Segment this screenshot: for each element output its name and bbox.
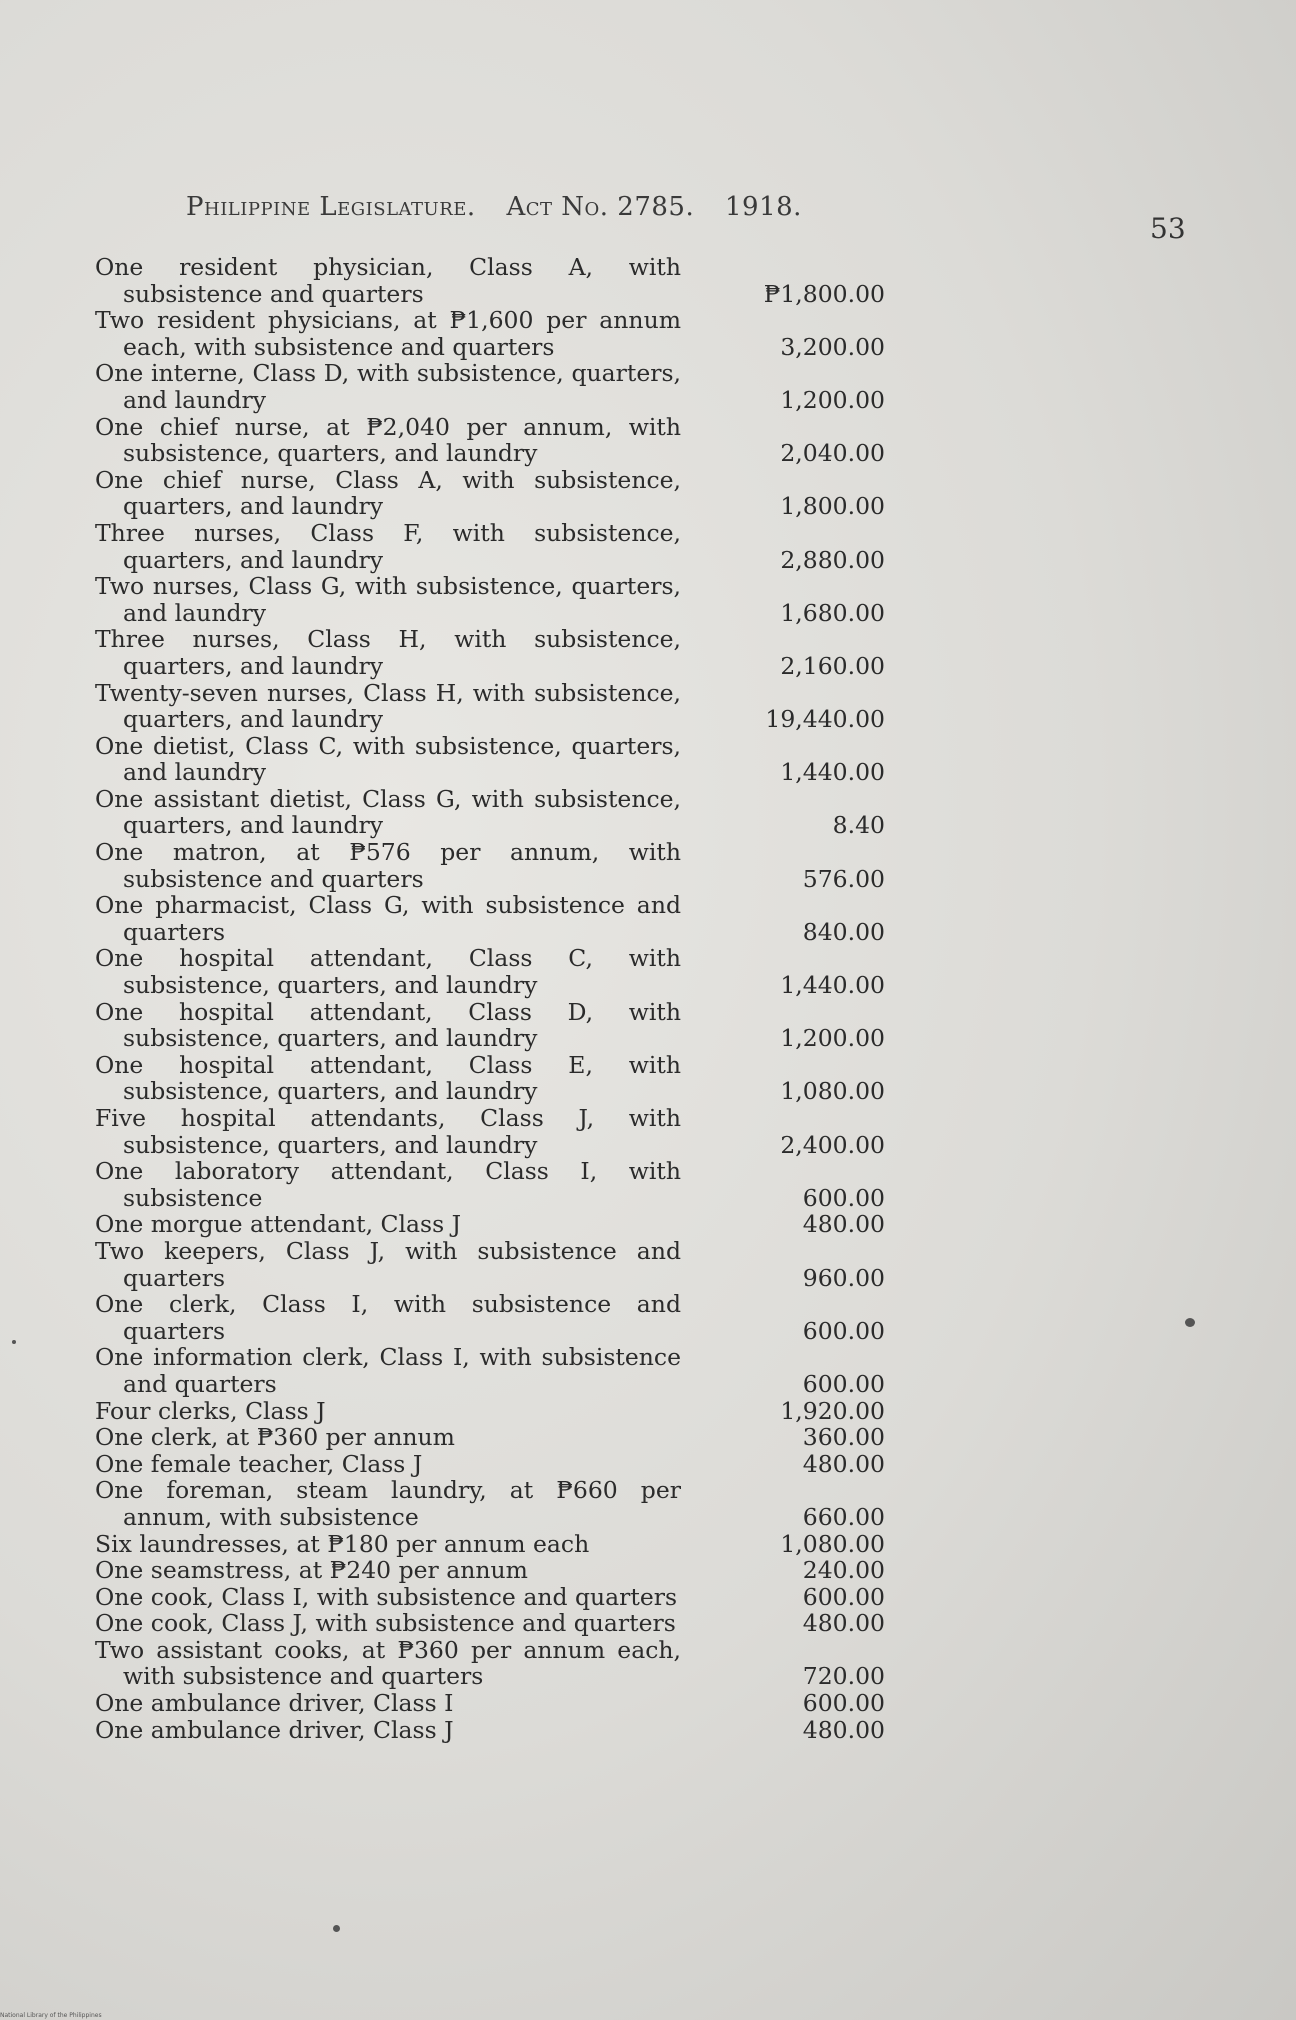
entry-description: Three nurses, Class F, with subsistence, quarters, and laundry xyxy=(95,518,681,574)
entry-amount: 1,080.00 xyxy=(780,1077,885,1106)
entry-description: One morgue attendant, Class J xyxy=(95,1210,462,1239)
entry-description: One cook, Class J, with subsistence and quarters xyxy=(95,1609,676,1638)
appropriation-entry xyxy=(95,1158,885,1211)
scan-speck xyxy=(12,1340,16,1344)
entry-amount: 1,200.00 xyxy=(780,385,885,414)
entry-amount: 8.40 xyxy=(832,811,885,840)
scan-speck xyxy=(1185,1318,1195,1327)
appropriation-entry xyxy=(95,1610,885,1637)
entry-description: Two assistant cooks, at ₱360 per annum each, with subsistence and quarters xyxy=(95,1635,681,1691)
entry-description: One pharmacist, Class G, with subsistence and quarters xyxy=(95,891,681,946)
entry-description: Twenty-seven nurses, Class H, with subsistence, quarters, and laundry xyxy=(95,678,681,734)
appropriation-entry xyxy=(95,626,885,679)
appropriation-entry xyxy=(95,520,885,573)
appropriation-list xyxy=(95,254,885,1743)
appropriation-entry xyxy=(95,999,885,1052)
entry-description: One matron, at ₱576 per annum, with subsistence and quarters xyxy=(95,838,681,893)
scan-speck xyxy=(333,1925,340,1932)
running-header xyxy=(186,192,826,222)
entry-description: One hospital attendant, Class D, with subsistence, quarters, and laundry xyxy=(95,997,681,1053)
appropriation-entry xyxy=(95,1557,885,1584)
appropriation-entry xyxy=(95,680,885,733)
entry-description: One hospital attendant, Class C, with subsistence, quarters, and laundry xyxy=(95,944,681,1000)
entry-description: Two nurses, Class G, with subsistence, quarters, and laundry xyxy=(95,572,681,627)
entry-amount: 480.00 xyxy=(802,1715,885,1744)
entry-amount: 480.00 xyxy=(802,1210,885,1239)
entry-amount: 1,800.00 xyxy=(780,492,885,521)
appropriation-entry xyxy=(95,1584,885,1611)
entry-amount: 840.00 xyxy=(802,917,885,946)
header-year: 1918. xyxy=(725,192,802,222)
appropriation-entry xyxy=(95,1291,885,1344)
entry-amount: 3,200.00 xyxy=(780,332,885,361)
appropriation-entry xyxy=(95,360,885,413)
entry-description: Two resident physicians, at ₱1,600 per annum each, with subsistence and quarters xyxy=(95,306,681,361)
entry-amount: 1,440.00 xyxy=(780,758,885,787)
appropriation-entry xyxy=(95,1344,885,1397)
appropriation-entry xyxy=(95,1477,885,1530)
entry-amount: 360.00 xyxy=(802,1423,885,1452)
entry-amount: 2,400.00 xyxy=(780,1130,885,1159)
entry-amount: 600.00 xyxy=(802,1369,885,1398)
entry-amount: 2,040.00 xyxy=(780,439,885,468)
entry-description: One female teacher, Class J xyxy=(95,1449,423,1478)
entry-amount: 1,200.00 xyxy=(780,1024,885,1053)
appropriation-entry xyxy=(95,414,885,467)
entry-amount: 1,440.00 xyxy=(780,971,885,1000)
entry-description: One laboratory attendant, Class I, with subsistence xyxy=(95,1157,681,1212)
appropriation-entry xyxy=(95,1531,885,1558)
entry-description: One foreman, steam laundry, at ₱660 per annum, with subsistence xyxy=(95,1476,681,1531)
entry-description: One interne, Class D, with subsistence, quarters, and laundry xyxy=(95,359,681,414)
appropriation-entry xyxy=(95,892,885,945)
appropriation-entry xyxy=(95,786,885,839)
appropriation-entry xyxy=(95,1052,885,1105)
appropriation-entry xyxy=(95,839,885,892)
entry-description: One ambulance driver, Class J xyxy=(95,1715,454,1744)
appropriation-entry xyxy=(95,1637,885,1690)
entry-amount: 480.00 xyxy=(802,1609,885,1638)
appropriation-entry xyxy=(95,573,885,626)
entry-amount: 720.00 xyxy=(802,1662,885,1691)
appropriation-entry xyxy=(95,1211,885,1238)
appropriation-entry xyxy=(95,1717,885,1744)
appropriation-entry xyxy=(95,945,885,998)
page-number: 53 xyxy=(1150,212,1186,245)
entry-description: One dietist, Class C, with subsistence, quarters, and laundry xyxy=(95,731,681,787)
entry-amount: 2,880.00 xyxy=(780,545,885,574)
appropriation-entry xyxy=(95,1398,885,1425)
header-act: Act No. 2785. xyxy=(506,192,695,222)
appropriation-entry xyxy=(95,467,885,520)
entry-description: One assistant dietist, Class G, with subsistence, quarters, and laundry xyxy=(95,784,681,840)
appropriation-entry xyxy=(95,1424,885,1451)
appropriation-entry xyxy=(95,254,885,307)
entry-description: One ambulance driver, Class I xyxy=(95,1689,454,1718)
entry-amount: 660.00 xyxy=(802,1502,885,1531)
entry-description: One chief nurse, at ₱2,040 per annum, with subsistence, quarters, and laundry xyxy=(95,412,681,468)
entry-description: One hospital attendant, Class E, with subsistence, quarters, and laundry xyxy=(95,1050,681,1106)
entry-description: One chief nurse, Class A, with subsistence, quarters, and laundry xyxy=(95,465,681,521)
entry-amount: 600.00 xyxy=(802,1582,885,1611)
entry-amount: 1,080.00 xyxy=(780,1529,885,1558)
appropriation-entry xyxy=(95,1451,885,1478)
entry-amount: 240.00 xyxy=(802,1556,885,1585)
entry-amount: 1,680.00 xyxy=(780,598,885,627)
entry-amount: 600.00 xyxy=(802,1183,885,1212)
entry-amount: 1,920.00 xyxy=(780,1396,885,1425)
entry-description: Two keepers, Class J, with subsistence and quarters xyxy=(95,1236,681,1292)
footer-tag: National Library of the Philippines xyxy=(0,2012,102,2019)
entry-amount: ₱1,800.00 xyxy=(763,279,885,308)
header-title: Philippine Legislature. xyxy=(186,192,476,222)
entry-amount: 600.00 xyxy=(802,1689,885,1718)
entry-amount: 576.00 xyxy=(802,864,885,893)
entry-amount: 2,160.00 xyxy=(780,651,885,680)
appropriation-entry xyxy=(95,307,885,360)
entry-description: One resident physician, Class A, with subsistence and quarters xyxy=(95,253,681,308)
entry-amount: 19,440.00 xyxy=(765,705,885,734)
entry-description: Five hospital attendants, Class J, with subsistence, quarters, and laundry xyxy=(95,1104,681,1159)
appropriation-entry xyxy=(95,1690,885,1717)
entry-amount: 960.00 xyxy=(802,1263,885,1292)
entry-amount: 480.00 xyxy=(802,1449,885,1478)
appropriation-entry xyxy=(95,1105,885,1158)
appropriation-entry xyxy=(95,733,885,786)
entry-description: Six laundresses, at ₱180 per annum each xyxy=(95,1529,590,1558)
entry-description: Four clerks, Class J xyxy=(95,1396,326,1425)
entry-description: Three nurses, Class H, with subsistence, quarters, and laundry xyxy=(95,625,681,680)
appropriation-entry xyxy=(95,1238,885,1291)
entry-description: One clerk, Class I, with subsistence and quarters xyxy=(95,1290,681,1345)
entry-description: One information clerk, Class I, with subsistence and quarters xyxy=(95,1343,681,1398)
entry-description: One seamstress, at ₱240 per annum xyxy=(95,1556,528,1585)
entry-description: One clerk, at ₱360 per annum xyxy=(95,1423,455,1452)
entry-description: One cook, Class I, with subsistence and quarters xyxy=(95,1582,678,1611)
entry-amount: 600.00 xyxy=(802,1316,885,1345)
